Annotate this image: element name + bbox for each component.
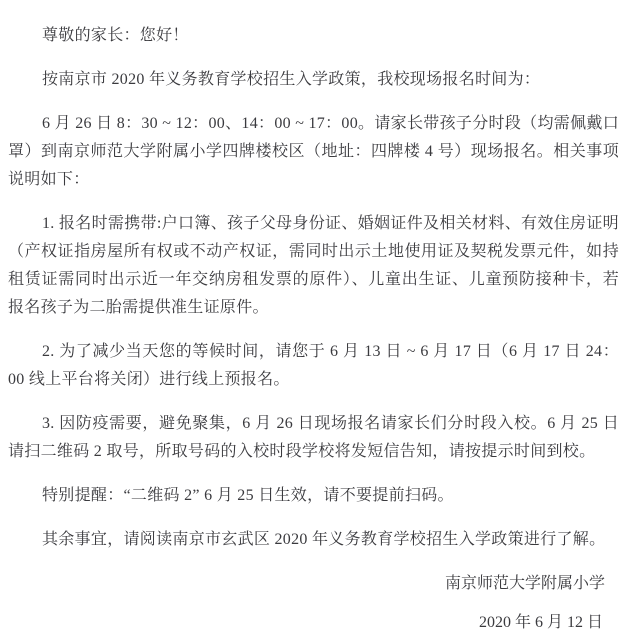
item-2-paragraph: 2. 为了减少当天您的等候时间，请您于 6 月 13 日 ~ 6 月 17 日（6 月 17 日 24：00 线上平台将关闭）进行线上预报名。 (8, 343, 619, 388)
item-3-paragraph: 3. 因防疫需要，避免聚集，6 月 26 日现场报名请家长们分时段入校。6 月 25 日请扫二维码 2 取号，所取号码的入校时段学校将发短信告知，请按提示时间到校。 (8, 415, 619, 460)
salutation: 尊敬的家长：您好！ (42, 27, 189, 44)
closing-paragraph: 其余事宜，请阅读南京市玄武区 2020 年义务教育学校招生入学政策进行了解。 (42, 531, 606, 548)
schedule-paragraph: 6 月 26 日 8：30 ~ 12：00、14：00 ~ 17：00。请家长带孩子分时段（均需佩戴口罩）到南京师范大学附属小学四牌楼校区（地址：四牌楼 4 号）现场报名。相关事项说明如下： (8, 115, 619, 188)
date: 2020 年 6 月 12 日 (478, 614, 603, 630)
signature: 南京师范大学附属小学 (444, 575, 605, 592)
item-1-paragraph: 1. 报名时需携带:户口簿、孩子父母身份证、婚姻证件及相关材料、有效住房证明（产权证指房屋所有权或不动产权证，需同时出示土地使用证及契税发票元件，如持租赁证需同时出示近一年交纳房租发票的原件）、儿童出生证、儿童预防接种卡，若报名孩子为二胎需提供准生证原件。 (8, 215, 619, 316)
reminder-paragraph: 特别提醒：“二维码 2” 6 月 25 日生效，请不要提前扫码。 (42, 487, 454, 504)
intro-paragraph: 按南京市 2020 年义务教育学校招生入学政策，我校现场报名时间为： (42, 71, 541, 88)
